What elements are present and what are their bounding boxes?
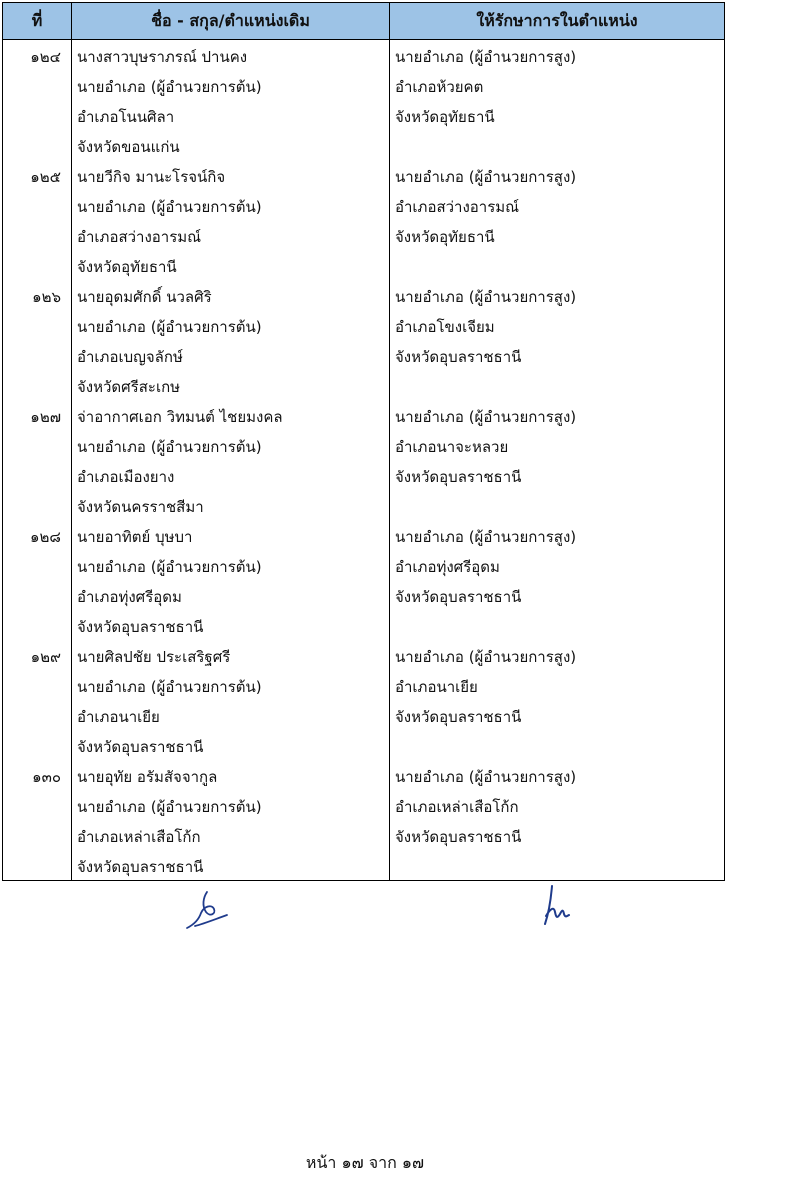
row-number-cell — [3, 520, 72, 640]
old-position-line: นายอุดมศักดิ์ นวลศิริ — [77, 288, 212, 306]
row-number: ๑๒๗ — [30, 408, 61, 426]
row-number: ๑๒๘ — [30, 528, 61, 546]
row-number: ๑๒๖ — [32, 288, 61, 306]
new-position-line: จังหวัดอุบลราชธานี — [395, 708, 522, 726]
new-position-line: อำเภอทุ่งศรีอุดม — [395, 558, 500, 576]
row-number-cell — [3, 40, 72, 161]
table-row — [3, 760, 725, 881]
new-position-line: อำเภอนาจะหลวย — [395, 438, 509, 456]
empty-line — [395, 490, 724, 520]
new-position-cell — [390, 640, 725, 760]
new-position-line: นายอำเภอ (ผู้อำนวยการสูง) — [395, 648, 577, 666]
row-number-cell — [3, 160, 72, 280]
old-position-line: นายอุทัย อรัมสัจจากูล — [77, 768, 218, 786]
old-position-line: จังหวัดศรีสะเกษ — [77, 378, 181, 396]
table-header-row — [3, 3, 725, 40]
old-position-line: นายอำเภอ (ผู้อำนวยการต้น) — [77, 678, 262, 696]
new-position-line: อำเภอสว่างอารมณ์ — [395, 198, 520, 216]
old-position-cell — [72, 400, 390, 520]
old-position-line: นายวีกิจ มานะโรจน์กิจ — [77, 168, 226, 186]
new-position-line: นายอำเภอ (ผู้อำนวยการสูง) — [395, 168, 577, 186]
row-number: ๑๒๔ — [30, 48, 61, 66]
table-body — [3, 40, 725, 881]
new-position-cell — [390, 400, 725, 520]
old-position-line: นายอำเภอ (ผู้อำนวยการต้น) — [77, 798, 262, 816]
empty-line — [395, 610, 724, 640]
row-number-cell — [3, 280, 72, 400]
table-row — [3, 160, 725, 280]
old-position-line: อำเภอสว่างอารมณ์ — [77, 228, 202, 246]
empty-line — [395, 730, 724, 760]
old-position-line: จังหวัดอุบลราชธานี — [77, 618, 204, 636]
new-position-line: จังหวัดอุบลราชธานี — [395, 828, 522, 846]
new-position-cell — [390, 520, 725, 640]
table-row — [3, 40, 725, 161]
header-new-position: ให้รักษาการในตำแหน่ง — [390, 3, 725, 40]
old-position-line: อำเภอเหล่าเสือโก้ก — [77, 828, 201, 846]
new-position-line: จังหวัดอุบลราชธานี — [395, 348, 522, 366]
empty-line — [395, 130, 724, 160]
old-position-line: นายอำเภอ (ผู้อำนวยการต้น) — [77, 558, 262, 576]
old-position-line: อำเภอเบญจลักษ์ — [77, 348, 183, 366]
old-position-cell — [72, 280, 390, 400]
new-position-cell — [390, 760, 725, 881]
table-row — [3, 400, 725, 520]
row-number: ๑๒๙ — [30, 648, 61, 666]
old-position-line: อำเภอเมืองยาง — [77, 468, 175, 486]
table-row — [3, 520, 725, 640]
old-position-cell — [72, 760, 390, 881]
new-position-line: นายอำเภอ (ผู้อำนวยการสูง) — [395, 48, 577, 66]
old-position-cell — [72, 40, 390, 161]
new-position-cell — [390, 160, 725, 280]
old-position-line: อำเภอโนนศิลา — [77, 108, 175, 126]
old-position-line: อำเภอทุ่งศรีอุดม — [77, 588, 182, 606]
appointment-table — [2, 2, 725, 881]
new-position-line: อำเภอนาเยีย — [395, 678, 478, 696]
new-position-line: อำเภอห้วยคต — [395, 78, 484, 96]
old-position-line: จ่าอากาศเอก วิทมนต์ ไชยมงคล — [77, 408, 283, 426]
new-position-line: จังหวัดอุทัยธานี — [395, 108, 495, 126]
signature-left — [183, 890, 233, 936]
old-position-line: จังหวัดนครราชสีมา — [77, 498, 204, 516]
new-position-line: นายอำเภอ (ผู้อำนวยการสูง) — [395, 528, 577, 546]
old-position-cell — [72, 160, 390, 280]
row-number-cell — [3, 760, 72, 881]
old-position-line: นางสาวบุษราภรณ์ ปานคง — [77, 48, 248, 66]
old-position-line: นายอำเภอ (ผู้อำนวยการต้น) — [77, 198, 262, 216]
empty-line — [395, 850, 724, 880]
new-position-line: อำเภอเหล่าเสือโก้ก — [395, 798, 519, 816]
old-position-line: นายอาทิตย์ บุษบา — [77, 528, 193, 546]
row-number: ๑๒๕ — [30, 168, 61, 186]
row-number-cell — [3, 640, 72, 760]
empty-line — [395, 370, 724, 400]
old-position-line: นายอำเภอ (ผู้อำนวยการต้น) — [77, 78, 262, 96]
new-position-line: นายอำเภอ (ผู้อำนวยการสูง) — [395, 408, 577, 426]
table-row — [3, 280, 725, 400]
new-position-line: จังหวัดอุบลราชธานี — [395, 588, 522, 606]
row-number-cell — [3, 400, 72, 520]
header-no: ที่ — [3, 3, 72, 40]
old-position-line: นายอำเภอ (ผู้อำนวยการต้น) — [77, 438, 262, 456]
old-position-line: นายศิลปชัย ประเสริฐศรี — [77, 648, 231, 666]
page-number: หน้า ๑๗ จาก ๑๗ — [305, 1153, 425, 1172]
old-position-line: อำเภอนาเยีย — [77, 708, 160, 726]
signature-right — [540, 884, 574, 930]
new-position-cell — [390, 40, 725, 161]
old-position-line: จังหวัดอุบลราชธานี — [77, 858, 204, 876]
table-row — [3, 640, 725, 760]
new-position-cell — [390, 280, 725, 400]
new-position-line: จังหวัดอุทัยธานี — [395, 228, 495, 246]
empty-line — [395, 250, 724, 280]
new-position-line: จังหวัดอุบลราชธานี — [395, 468, 522, 486]
old-position-cell — [72, 640, 390, 760]
new-position-line: นายอำเภอ (ผู้อำนวยการสูง) — [395, 288, 577, 306]
new-position-line: นายอำเภอ (ผู้อำนวยการสูง) — [395, 768, 577, 786]
old-position-line: จังหวัดอุบลราชธานี — [77, 738, 204, 756]
header-old-position: ชื่อ - สกุล/ตำแหน่งเดิม — [72, 3, 390, 40]
row-number: ๑๓๐ — [32, 768, 61, 786]
old-position-line: นายอำเภอ (ผู้อำนวยการต้น) — [77, 318, 262, 336]
old-position-cell — [72, 520, 390, 640]
old-position-line: จังหวัดขอนแก่น — [77, 138, 180, 156]
old-position-line: จังหวัดอุทัยธานี — [77, 258, 177, 276]
new-position-line: อำเภอโขงเจียม — [395, 318, 495, 336]
